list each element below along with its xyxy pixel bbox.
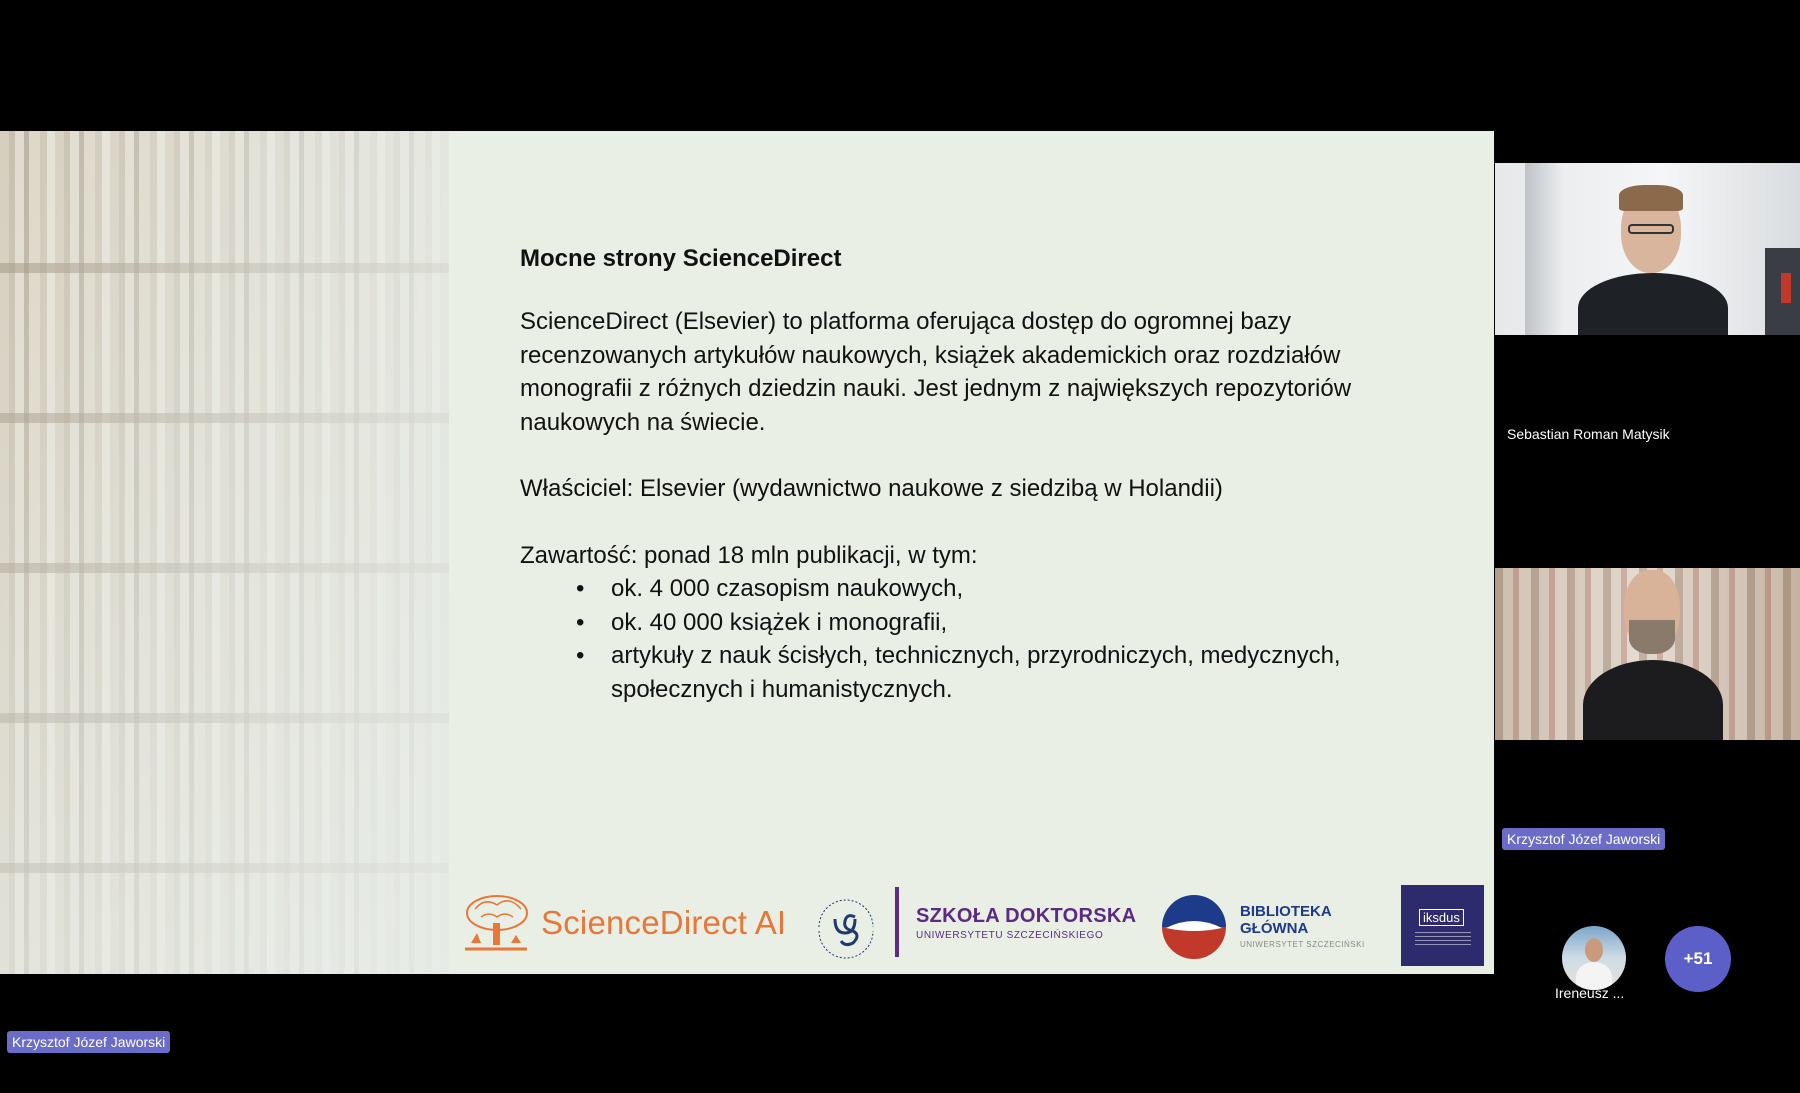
elsevier-tree-icon	[461, 893, 531, 953]
book-spine	[1781, 273, 1791, 303]
window-frame	[1525, 163, 1565, 335]
library-line3: UNIWERSYTET SZCZECIŃSKI	[1240, 940, 1365, 949]
doctoral-school-logo	[916, 905, 1136, 941]
presenter-name-tag: Krzysztof Józef Jaworski	[7, 1031, 170, 1053]
bullet-item: • ok. 40 000 książek i monografii,	[576, 606, 1450, 640]
participant-torso	[1583, 660, 1723, 740]
bullet-item: • ok. 4 000 czasopism naukowych,	[576, 572, 1450, 606]
university-seal-icon	[811, 887, 881, 965]
logos-bar	[449, 879, 1494, 974]
library-logo	[1240, 903, 1365, 949]
slide-bullets	[520, 572, 1450, 706]
library-line2: GŁÓWNA	[1240, 920, 1309, 937]
glasses-icon	[1628, 224, 1674, 234]
avatar-head	[1585, 938, 1603, 962]
more-participants-button[interactable]: +51	[1665, 926, 1731, 992]
participant-name: Sebastian Roman Matysik	[1507, 426, 1670, 442]
shared-slide	[0, 131, 1494, 974]
bullet-item: • artykuły z nauk ścisłych, technicznych, przyrodniczych, medycznych, społecznych i humanistycznych.	[576, 639, 1450, 706]
school-subtitle: UNIWERSYTETU SZCZECIŃSKIEGO	[916, 930, 1104, 941]
slide-title: Mocne strony ScienceDirect	[520, 245, 842, 272]
participant-beard	[1629, 620, 1675, 654]
slide-contents-lead: Zawartość: ponad 18 mln publikacji, w tym:	[520, 541, 978, 569]
participant-torso	[1578, 273, 1728, 335]
participant-video-tile[interactable]	[1495, 568, 1800, 740]
iksdus-logo	[1401, 885, 1484, 966]
participant-avatar[interactable]	[1562, 926, 1626, 990]
sciencedirect-logo	[461, 893, 786, 953]
sciencedirect-logo-text: ScienceDirect AI	[541, 904, 787, 941]
avatar-name: Ireneusz ...	[1555, 985, 1625, 1001]
bookshelf-image	[0, 131, 449, 974]
iksdus-fine-print	[1415, 932, 1471, 946]
library-line1: BIBLIOTEKA	[1240, 903, 1332, 920]
iksdus-label: iksdus	[1419, 909, 1464, 926]
logo-divider	[895, 887, 899, 957]
slide-intro: ScienceDirect (Elsevier) to platforma oferująca dostęp do ogromnej bazy recenzowanych artykułów naukowych, książek akademickich oraz rozdziałów monografii z różnych dziedzin nauki. Jest jednym z największych repozytoriów naukowych na świecie.	[520, 308, 1352, 436]
participant-hair	[1619, 185, 1683, 211]
participant-video-tile[interactable]	[1495, 163, 1800, 335]
participant-name-tag: Krzysztof Józef Jaworski	[1502, 828, 1665, 850]
school-name: SZKOŁA DOKTORSKA	[916, 905, 1137, 927]
slide-content	[520, 245, 1450, 706]
slide-owner: Właściciel: Elsevier (wydawnictwo naukowe z siedzibą w Holandii)	[520, 475, 1223, 502]
library-logo-icon	[1162, 895, 1226, 959]
